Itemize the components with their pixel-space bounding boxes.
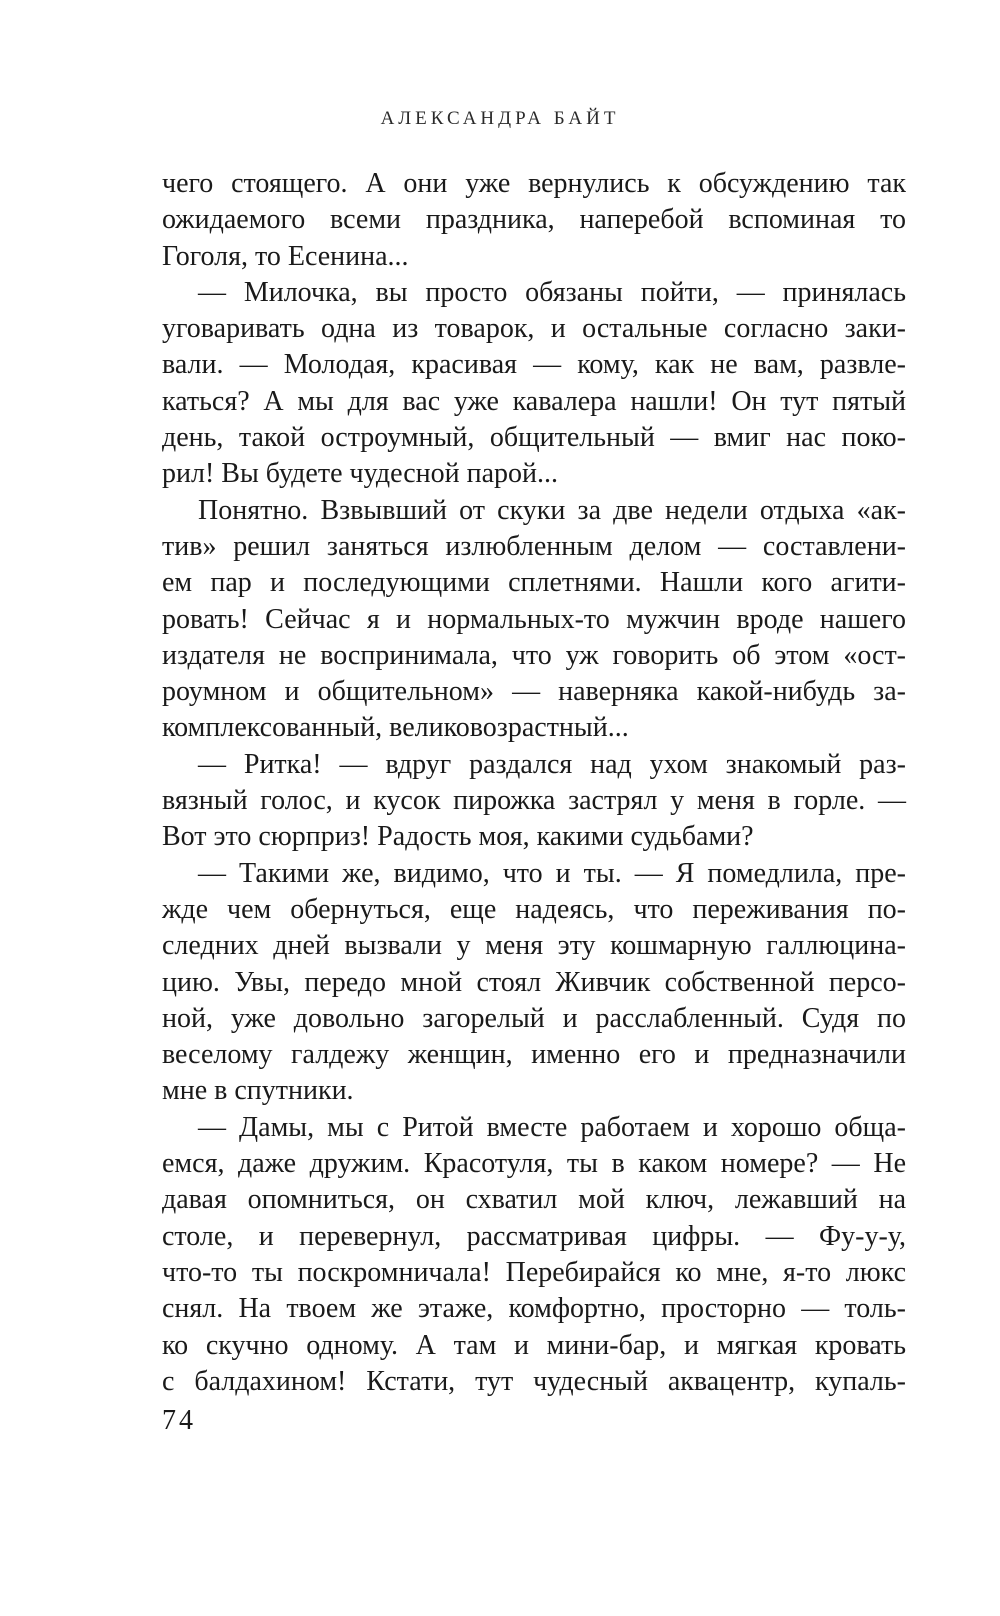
text-line: давая опомниться, он схватил мой ключ, лежавший на [162,1184,906,1216]
text-line: емся, даже дружим. Красотуля, ты в каком номере? — Не [162,1148,906,1180]
text-line: ко скучно одному. А там и мини-бар, и мягкая кровать [162,1329,906,1361]
text-line: с балдахином! Кстати, тут чудесный аквацентр, купаль- [162,1365,906,1397]
text-line: тив» решил заняться излюбленным делом — составлени- [162,530,906,562]
text-line: столе, и перевернул, рассматривая цифры. — Фу-у-у, [162,1220,906,1252]
text-line: рил! Вы будете чудесной парой... [162,458,559,490]
text-line: что-то ты поскромничала! Перебирайся ко мне, я-то люкс [162,1256,906,1288]
text-line: — Милочка, вы просто обязаны пойти, — принялась [198,276,906,308]
text-line: мне в спутники. [162,1075,354,1107]
text-line: ровать! Сейчас я и нормальных-то мужчин вроде нашего [162,603,906,635]
text-line: уговаривать одна из товарок, и остальные согласно заки- [162,313,906,345]
text-line: каться? А мы для вас уже кавалера нашли! Он тут пятый [162,385,906,417]
text-line: Гоголя, то Есенина... [162,240,409,272]
text-line: день, такой остроумный, общительный — вмиг нас поко- [162,422,906,454]
text-line: Понятно. Взвывший от скуки за две недели отдыха «ак- [198,494,906,526]
text-line: — Такими же, видимо, что и ты. — Я помедлила, пре- [198,857,906,889]
text-line: роумном и общительном» — наверняка какой-нибудь за- [162,676,906,708]
text-line: цию. Увы, передо мной стоял Живчик собственной персо- [162,966,906,998]
text-line: — Ритка! — вдруг раздался над ухом знакомый раз- [198,748,906,780]
text-line: следних дней вызвали у меня эту кошмарную галлюцина- [162,930,906,962]
text-line: веселому галдежу женщин, именно его и предназначили [162,1039,906,1071]
text-line: жде чем обернуться, еще надеясь, что переживания по- [162,893,906,925]
text-line: — Дамы, мы с Ритой вместе работаем и хорошо обща- [198,1111,906,1143]
text-line: издателя не воспринимала, что уж говорить об этом «ост- [162,639,906,671]
page-number: 74 [162,1405,196,1436]
text-line: вали. — Молодая, красивая — кому, как не вам, развле- [162,349,906,381]
text-line: снял. На твоем же этаже, комфортно, просторно — толь- [162,1293,906,1325]
text-line: Вот это сюрприз! Радость моя, какими судьбами? [162,821,754,853]
text-line: ем пар и последующими сплетнями. Нашли кого агити- [162,567,906,599]
text-line: чего стоящего. А они уже вернулись к обсуждению так [162,168,906,199]
text-line: вязный голос, и кусок пирожка застрял у меня в горле. — [162,785,906,817]
text-line: комплексованный, великовозрастный... [162,712,629,744]
text-line: ной, уже довольно загорелый и расслабленный. Судя по [162,1002,906,1034]
running-head: АЛЕКСАНДРА БАЙТ [380,108,620,129]
text-line: ожидаемого всеми праздника, наперебой вспоминая то [162,204,906,236]
body-text [162,166,906,1400]
